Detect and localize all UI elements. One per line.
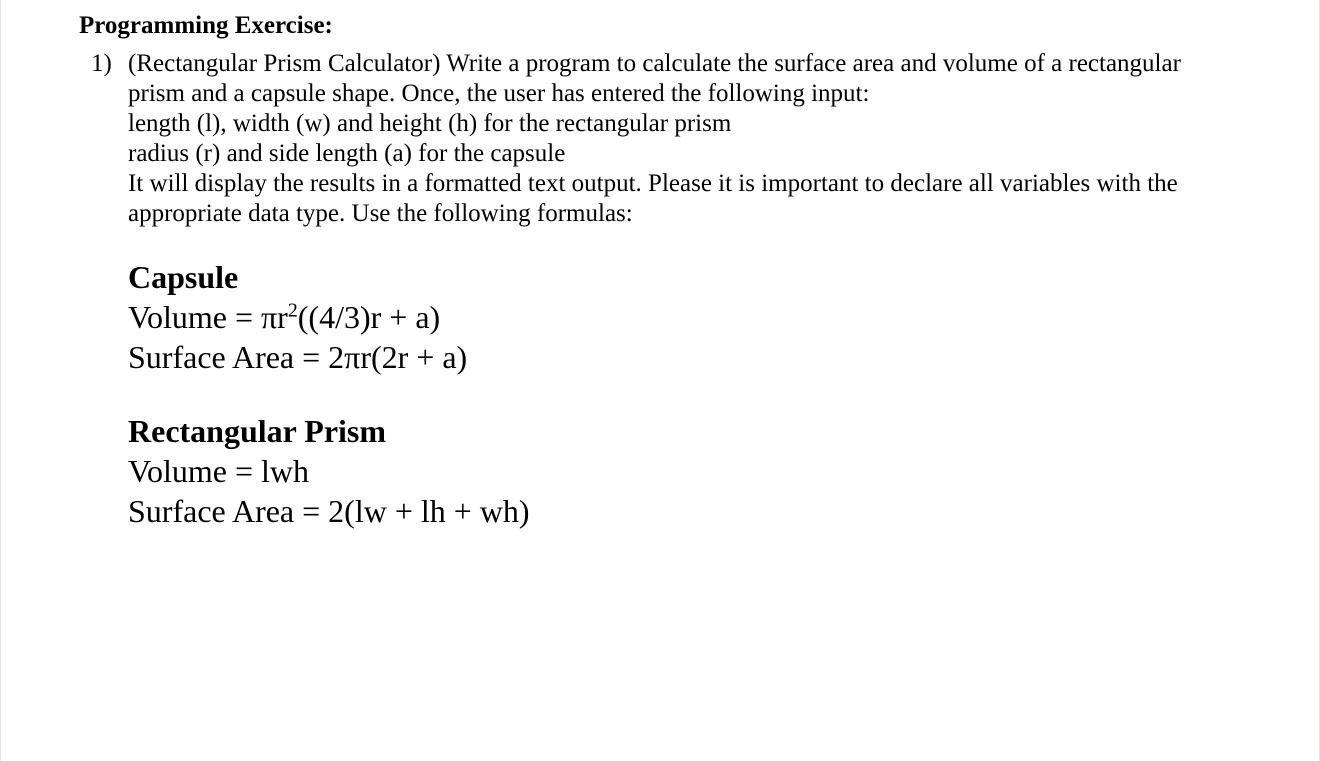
description-line-6: appropriate data type. Use the following formulas: [128,200,633,227]
capsule-volume-formula [128,297,467,337]
item-number: 1) [91,50,112,77]
prism-volume-formula: Volume = lwh [128,453,310,489]
description-line-1: (Rectangular Prism Calculator) Write a program to calculate the surface area and volume of a rectangular [128,50,1181,77]
prism-surface-area-formula: Surface Area = 2(lw + lh + wh) [128,493,530,529]
description-line-4: radius (r) and side length (a) for the capsule [128,140,566,167]
prism-title: Rectangular Prism [128,413,387,449]
description-line-2: prism and a capsule shape. Once, the user has entered the following input: [128,80,870,107]
capsule-title: Capsule [128,259,239,295]
prism-formulas [128,411,530,531]
capsule-volume-suffix: ((4/3)r + a) [297,299,441,335]
capsule-volume-exponent: 2 [287,299,298,322]
capsule-surface-area-formula: Surface Area = 2πr(2r + a) [128,339,468,375]
description-line-5: It will display the results in a formatted text output. Please it is important to declare all variables with the [128,170,1178,197]
exercise-heading: Programming Exercise: [79,12,333,39]
exercise-description [128,49,1238,229]
capsule-formulas [128,257,467,377]
description-line-3: length (l), width (w) and height (h) for the rectangular prism [128,110,732,137]
capsule-volume-prefix: Volume = πr [128,299,288,335]
